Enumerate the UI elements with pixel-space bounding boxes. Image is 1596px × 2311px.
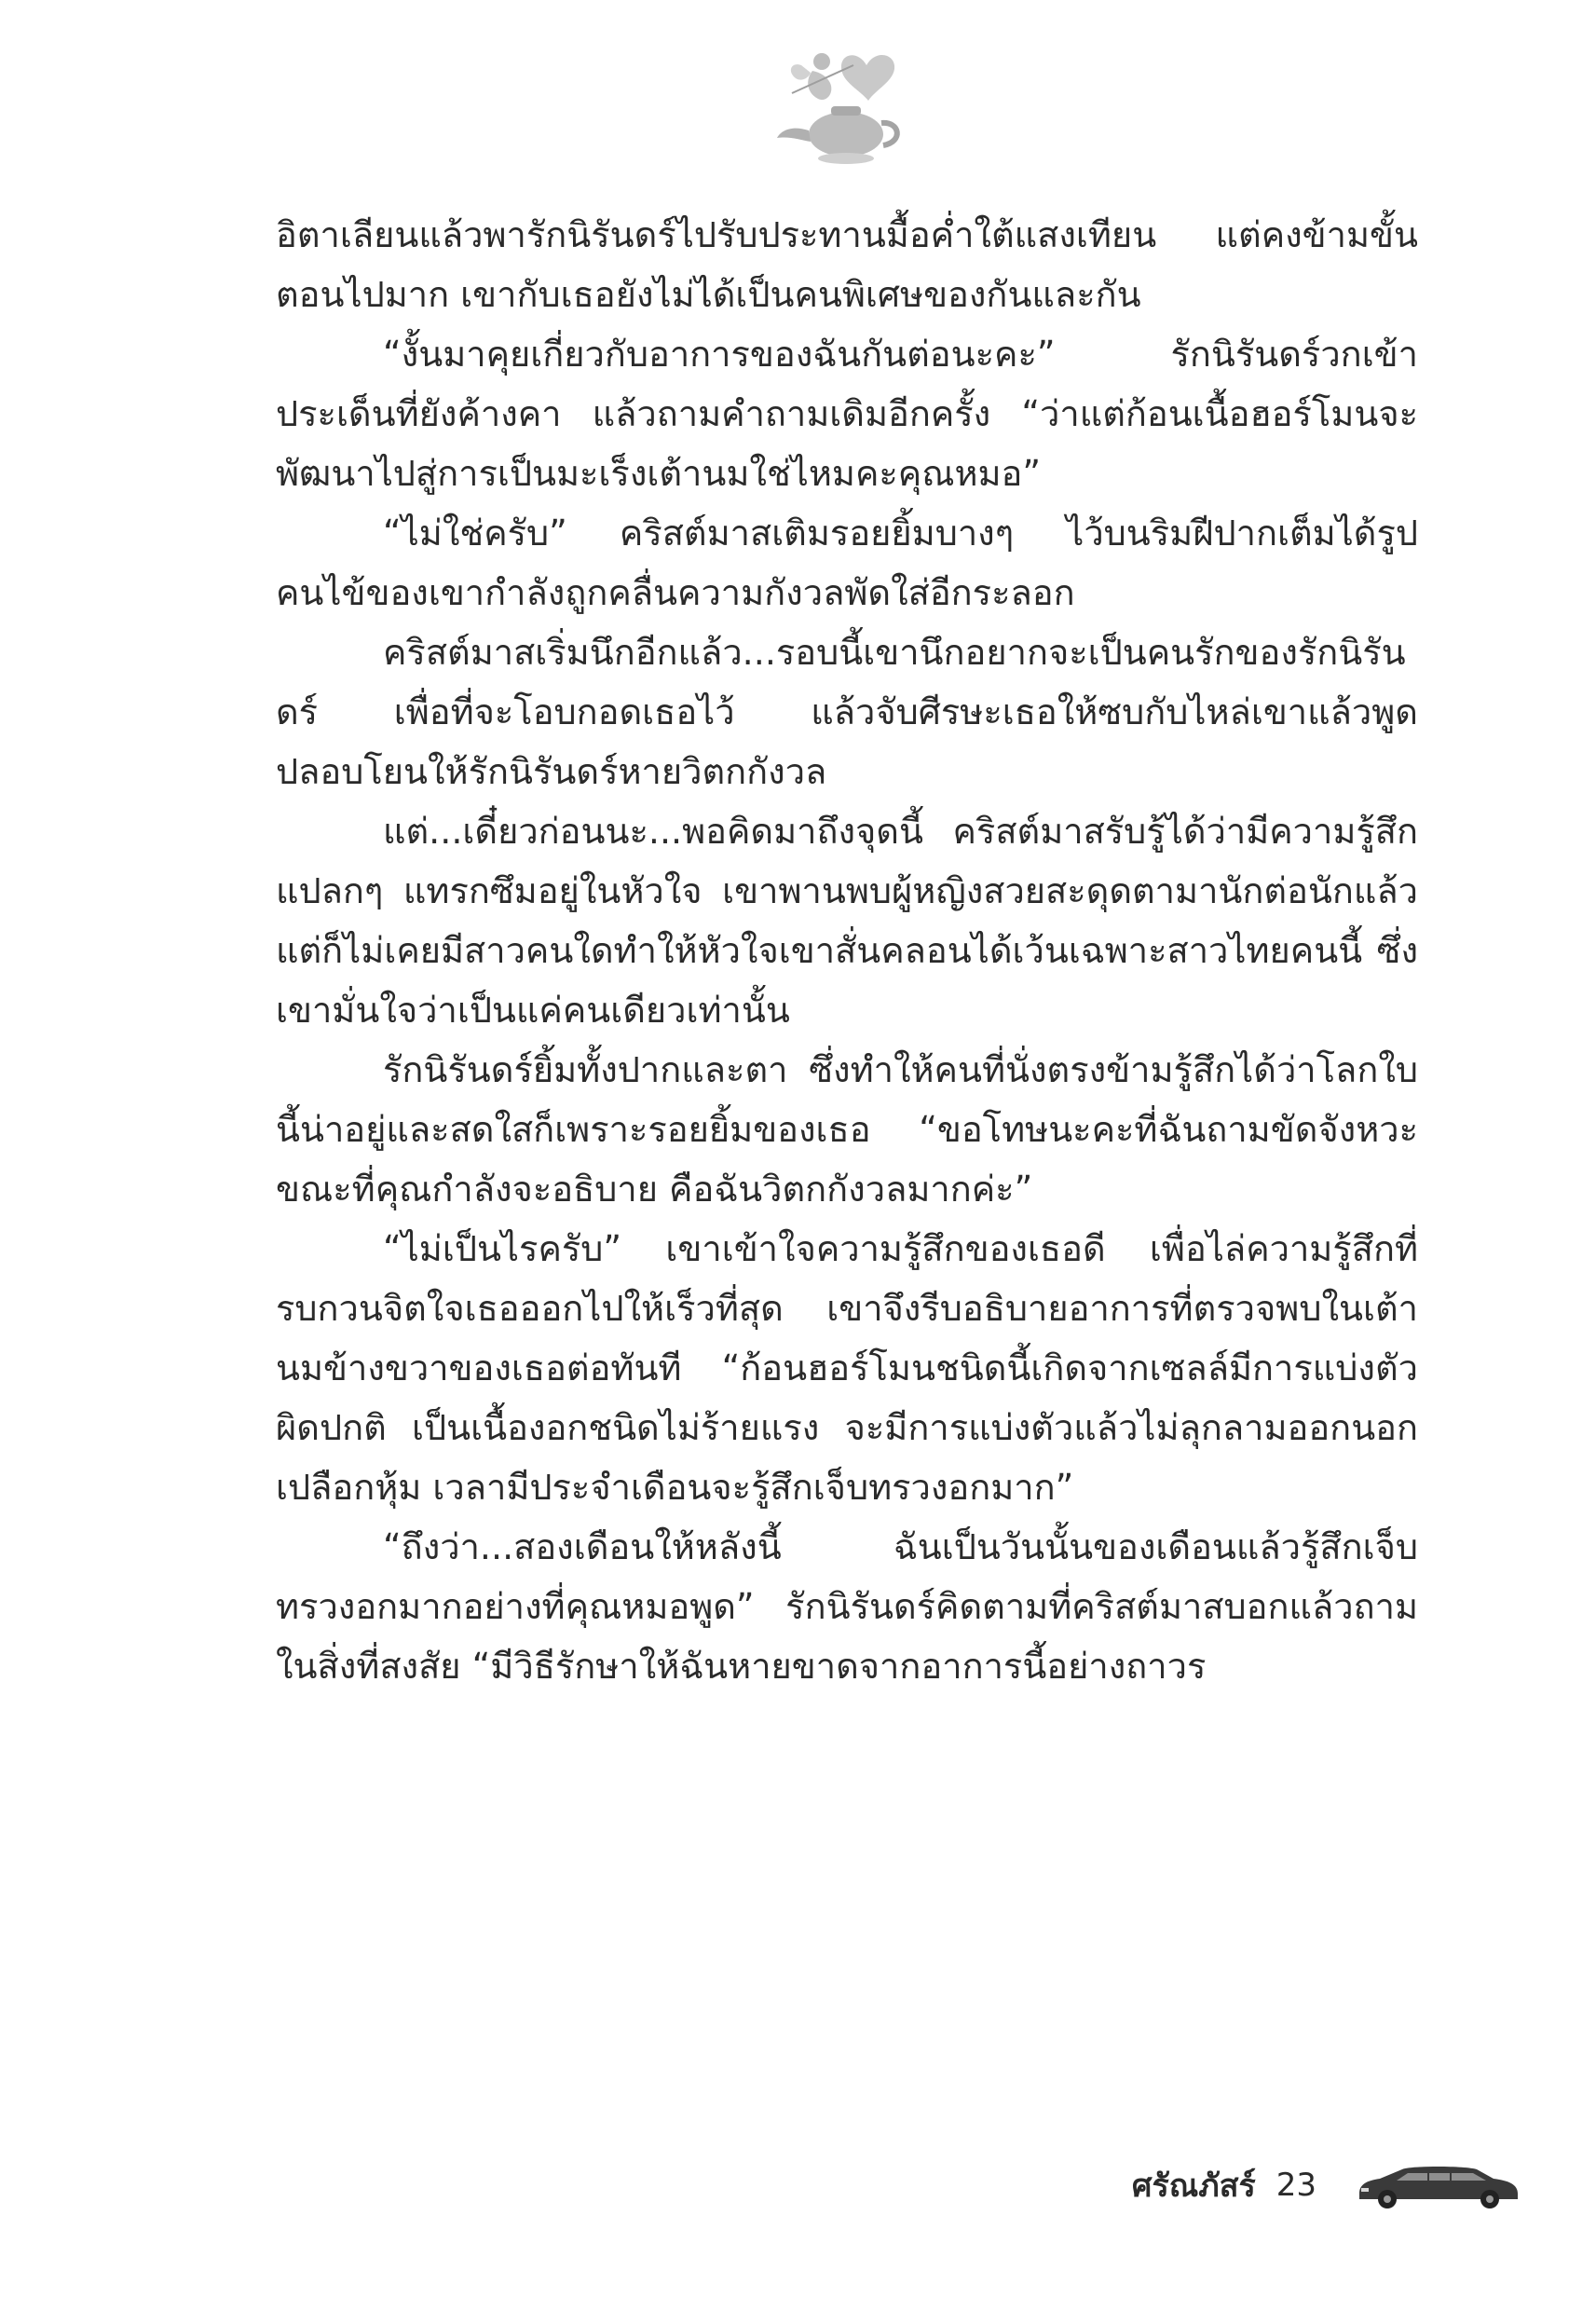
- paragraph: รักนิรันดร์ยิ้มทั้งปากและตา ซึ่งทำให้คนที่นั่งตรงข้ามรู้สึกได้ว่าโลกใบนี้น่าอยู่และสดใสก็เพราะรอยยิ้มของเธอ “ขอโทษนะคะที่ฉันถามขัดจังหวะขณะที่คุณกำลังจะอธิบาย คือฉันวิตกกังวลมากค่ะ”: [276, 1049, 1418, 1210]
- paragraph: คริสต์มาสเริ่มนึกอีกแล้ว...รอบนี้เขานึกอยากจะเป็นคนรักของรักนิรันดร์ เพื่อที่จะโอบกอดเธอไว้ แล้วจับศีรษะเธอให้ซบกับไหล่เขาแล้วพูดปลอบโยนให้รักนิรันดร์หายวิตกกังวล: [276, 632, 1418, 792]
- body-text: [276, 205, 1418, 1696]
- paragraph: “ถึงว่า...สองเดือนให้หลังนี้ ฉันเป็นวันนั้นของเดือนแล้วรู้สึกเจ็บทรวงอกมากอย่างที่คุณหมอพูด” รักนิรันดร์คิดตามที่คริสต์มาสบอกแล้วถามในสิ่งที่สงสัย “มีวิธีรักษาให้ฉันหายขาดจากอาการนี้อย่างถาวร: [276, 1526, 1418, 1687]
- paragraph: “ไม่เป็นไรครับ” เขาเข้าใจความรู้สึกของเธอดี เพื่อไล่ความรู้สึกที่รบกวนจิตใจเธอออกไปให้เร็วที่สุด เขาจึงรีบอธิบายอาการที่ตรวจพบในเต้านมข้างขวาของเธอต่อทันที “ก้อนฮอร์โมนชนิดนี้เกิดจากเซลล์มีการแบ่งตัวผิดปกติ เป็นเนื้องอกชนิดไม่ร้ายแรง จะมีการแบ่งตัวแล้วไม่ลุกลามออกนอกเปลือกหุ้ม เวลามีประจำเดือนจะรู้สึกเจ็บทรวงอกมาก”: [276, 1228, 1418, 1508]
- author-name: ศรัณภัสร์: [1131, 2167, 1256, 2205]
- paragraph: “ไม่ใช่ครับ” คริสต์มาสเติมรอยยิ้มบางๆ ไว้บนริมฝีปากเต็มได้รูปคนไข้ของเขากำลังถูกคลื่นความกังวลพัดใส่อีกระลอก: [276, 513, 1418, 613]
- page-footer: [1132, 2148, 1521, 2222]
- paragraph: อิตาเลียนแล้วพารักนิรันดร์ไปรับประทานมื้อค่ำใต้แสงเทียน แต่คงข้ามขั้นตอนไปมาก เขากับเธอยังไม่ได้เป็นคนพิเศษของกันและกัน: [276, 214, 1418, 315]
- paragraph: “งั้นมาคุยเกี่ยวกับอาการของฉันกันต่อนะคะ” รักนิรันดร์วกเข้าประเด็นที่ยังค้างคา แล้วถามคำถามเดิมอีกครั้ง “ว่าแต่ก้อนเนื้อฮอร์โมนจะพัฒนาไปสู่การเป็นมะเร็งเต้านมใช่ไหมคะคุณหมอ”: [276, 334, 1418, 494]
- page-number: 23: [1275, 2167, 1316, 2204]
- teapot-cupid-ornament-icon: [764, 37, 922, 177]
- limousine-icon: [1354, 2156, 1521, 2214]
- paragraph: แต่...เดี๋ยวก่อนนะ...พอคิดมาถึงจุดนี้ คริสต์มาสรับรู้ได้ว่ามีความรู้สึกแปลกๆ แทรกซึมอยู่ในหัวใจ เขาพานพบผู้หญิงสวยสะดุดตามานักต่อนักแล้ว แต่ก็ไม่เคยมีสาวคนใดทำให้หัวใจเขาสั่นคลอนได้เว้นเฉพาะสาวไทยคนนี้ ซึ่งเขามั่นใจว่าเป็นแค่คนเดียวเท่านั้น: [276, 811, 1418, 1031]
